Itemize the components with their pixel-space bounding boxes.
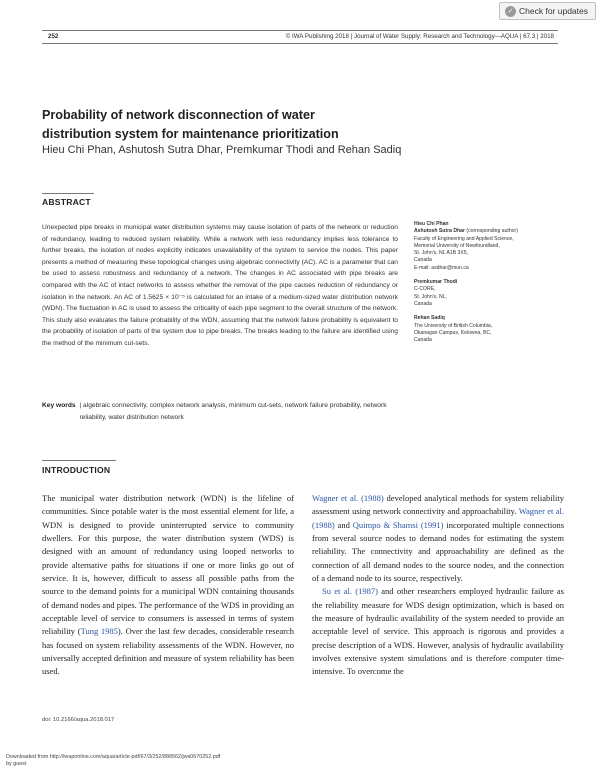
- abstract-text: Unexpected pipe breaks in municipal water distribution systems may cause isolation of parts of the network or reduction of redundancy, leading to reduced system reliability. While a network with less redundancy implies less tolerance to further breaks, the isolation of nodes explicitly indicates unavailability of the system to service the nodes. This paper presents a method of measuring these topological changes using algebraic connectivity (AC). AC is a parameter that can be used to assess robustness and redundancy of a network. The changes in AC associated with pipe breaks are compared with the AC of intact networks to assess whether the removal of the pipe causes reduction of redundancy or isolation in the network. An AC of 1.5625 × 10⁻⁵ is calculated for an intake of a medium-sized water distribution network (WDN). The fluctuation in AC is used to assess the criticality of each pipe segment to the overall structure of the network. This study also evaluates the failure probability of the WDN, assuming that the network failure probability is equivalent to the probability of isolation of parts of the system due to pipe breaks. The breaks leading to the failure are identified using the method of the minimum cut-sets.: [42, 224, 398, 347]
- year: 2018: [540, 33, 554, 40]
- affiliation-block: [414, 221, 564, 228]
- introduction-heading: INTRODUCTION: [42, 465, 111, 475]
- affiliation-line: The University of British Columbia,: [414, 322, 493, 329]
- text-run: incorporated multiple connections from several source nodes to demand nodes for estimating the system reliability. The connectivity and approachability are defined as the connection of all demand nodes to the source nodes, and the connection of a demand node to its source, respectively.: [312, 519, 565, 584]
- text-run: and: [334, 519, 353, 530]
- affiliation-name: Ashutosh Sutra Dhar: [414, 228, 465, 235]
- affiliations: [414, 221, 564, 351]
- download-notice: [6, 754, 220, 768]
- affiliation-line: Canada: [414, 257, 432, 264]
- journal-name: Journal of Water Supply: Research and Technology—AQUA: [354, 33, 519, 40]
- paragraph: [312, 585, 564, 678]
- body-column-left: [42, 492, 294, 679]
- check-for-updates-label: Check for updates: [519, 6, 588, 16]
- paragraph: [312, 492, 564, 585]
- citation-link[interactable]: Quimpo & Shamsi (1991): [352, 519, 444, 530]
- citation-link[interactable]: Wagner et al. (1988): [312, 506, 564, 530]
- volume: 67.3: [523, 33, 536, 40]
- text-run: ). Over the last few decades, considerable research has focused on system reliability assessments of the WDN. However, no universally accepted definition and measure of system reliability has been used.: [42, 626, 294, 677]
- citation-link[interactable]: Tung 1985: [80, 626, 118, 637]
- affiliation-name: Premkumar Thodi: [414, 279, 458, 286]
- keywords-label: Key words: [42, 402, 76, 409]
- author-list: Hieu Chi Phan, Ashutosh Sutra Dhar, Premkumar Thodi and Rehan Sadiq: [42, 144, 402, 156]
- check-for-updates-button[interactable]: [499, 2, 596, 20]
- affiliation-line: St. John's, NL A1B 3X5,: [414, 250, 469, 257]
- download-url[interactable]: Downloaded from http://iwaponline.com/aqua/article-pdf/67/3/252/888562/jws0670252.pdf: [6, 754, 221, 760]
- check-circle-icon: ✓: [505, 6, 516, 17]
- affiliation-line: Memorial University of Newfoundland,: [414, 242, 500, 249]
- affiliation-line: (corresponding author): [466, 228, 518, 235]
- text-run: The municipal water distribution network (WDN) is the lifeline of communities. Since potable water is the most essential element for life, a WDN is designed to provide uninterrupted service to community dwellers. For this purpose, the water distribution system (WDS) is designed with an amount of redundancy using looped networks to provide alternative paths for situations if one or more links go out of service. It is, however, difficult to assess all possible paths from the source to the demand points for a municipal WDN containing thousands of demand nodes and pipes. The performance of the WDS in providing an acceptable level of service to consumers is assessed in terms of system reliability (: [42, 493, 294, 637]
- journal-info: © IWA Publishing 2018 | Journal of Water Supply: Research and Technology—AQUA | 67.3 | 2018: [285, 33, 554, 40]
- title-line-1: Probability of network disconnection of water: [42, 108, 315, 122]
- body-column-right: [312, 492, 564, 679]
- affiliation-line: St. John's, NL,: [414, 293, 447, 300]
- abstract-rule: [42, 193, 94, 194]
- download-guest: by guest: [6, 761, 27, 767]
- title-line-2: distribution system for maintenance prioritization: [42, 127, 339, 141]
- affiliation-block: [414, 279, 564, 308]
- affiliation-line: Canada: [414, 337, 432, 344]
- keywords-text: | algebraic connectivity, complex network analysis, minimum cut-sets, network failure probability, network reliability, water distribution network: [79, 402, 387, 421]
- paragraph: [42, 492, 294, 679]
- affiliation-name: Rehan Sadiq: [414, 315, 445, 322]
- affiliation-line: C-CORE,: [414, 286, 436, 293]
- article-title: [42, 106, 482, 144]
- page-number: 252: [48, 33, 59, 40]
- affiliation-block: [414, 228, 564, 272]
- publisher: © IWA Publishing 2018: [285, 33, 349, 40]
- affiliation-line: Canada: [414, 300, 432, 307]
- running-header: [42, 30, 558, 44]
- abstract-heading: ABSTRACT: [42, 197, 91, 207]
- text-run: and other researchers employed hydraulic failure as the reliability measure for WDS design optimization, which is based on the measure of hydraulic availability of the system needed to provide an acceptable level of service. This approach is rigorous and provides a precise description of a WDS. However, analysis of hydraulic availability involves extensive system simulations and is therefore computer time-intensive. To overcome the: [312, 586, 564, 677]
- affiliation-line: Faculty of Engineering and Applied Science,: [414, 235, 514, 242]
- citation-link[interactable]: Wagner et al. (1988): [312, 493, 384, 503]
- keywords: [42, 400, 398, 423]
- email-link[interactable]: E-mail: asdhar@mun.ca: [414, 264, 469, 271]
- introduction-rule: [42, 460, 116, 461]
- text-run: developed analytical methods for system reliability assessment using network connectivity and approachability.: [312, 493, 564, 517]
- affiliation-line: Okanagan Campus, Kelowna, BC,: [414, 329, 492, 336]
- doi[interactable]: doi: 10.2166/aqua.2018.017: [42, 717, 115, 723]
- affiliation-block: [414, 315, 564, 344]
- affiliation-name: Hieu Chi Phan: [414, 221, 449, 227]
- citation-link[interactable]: Su et al. (1987): [322, 586, 378, 597]
